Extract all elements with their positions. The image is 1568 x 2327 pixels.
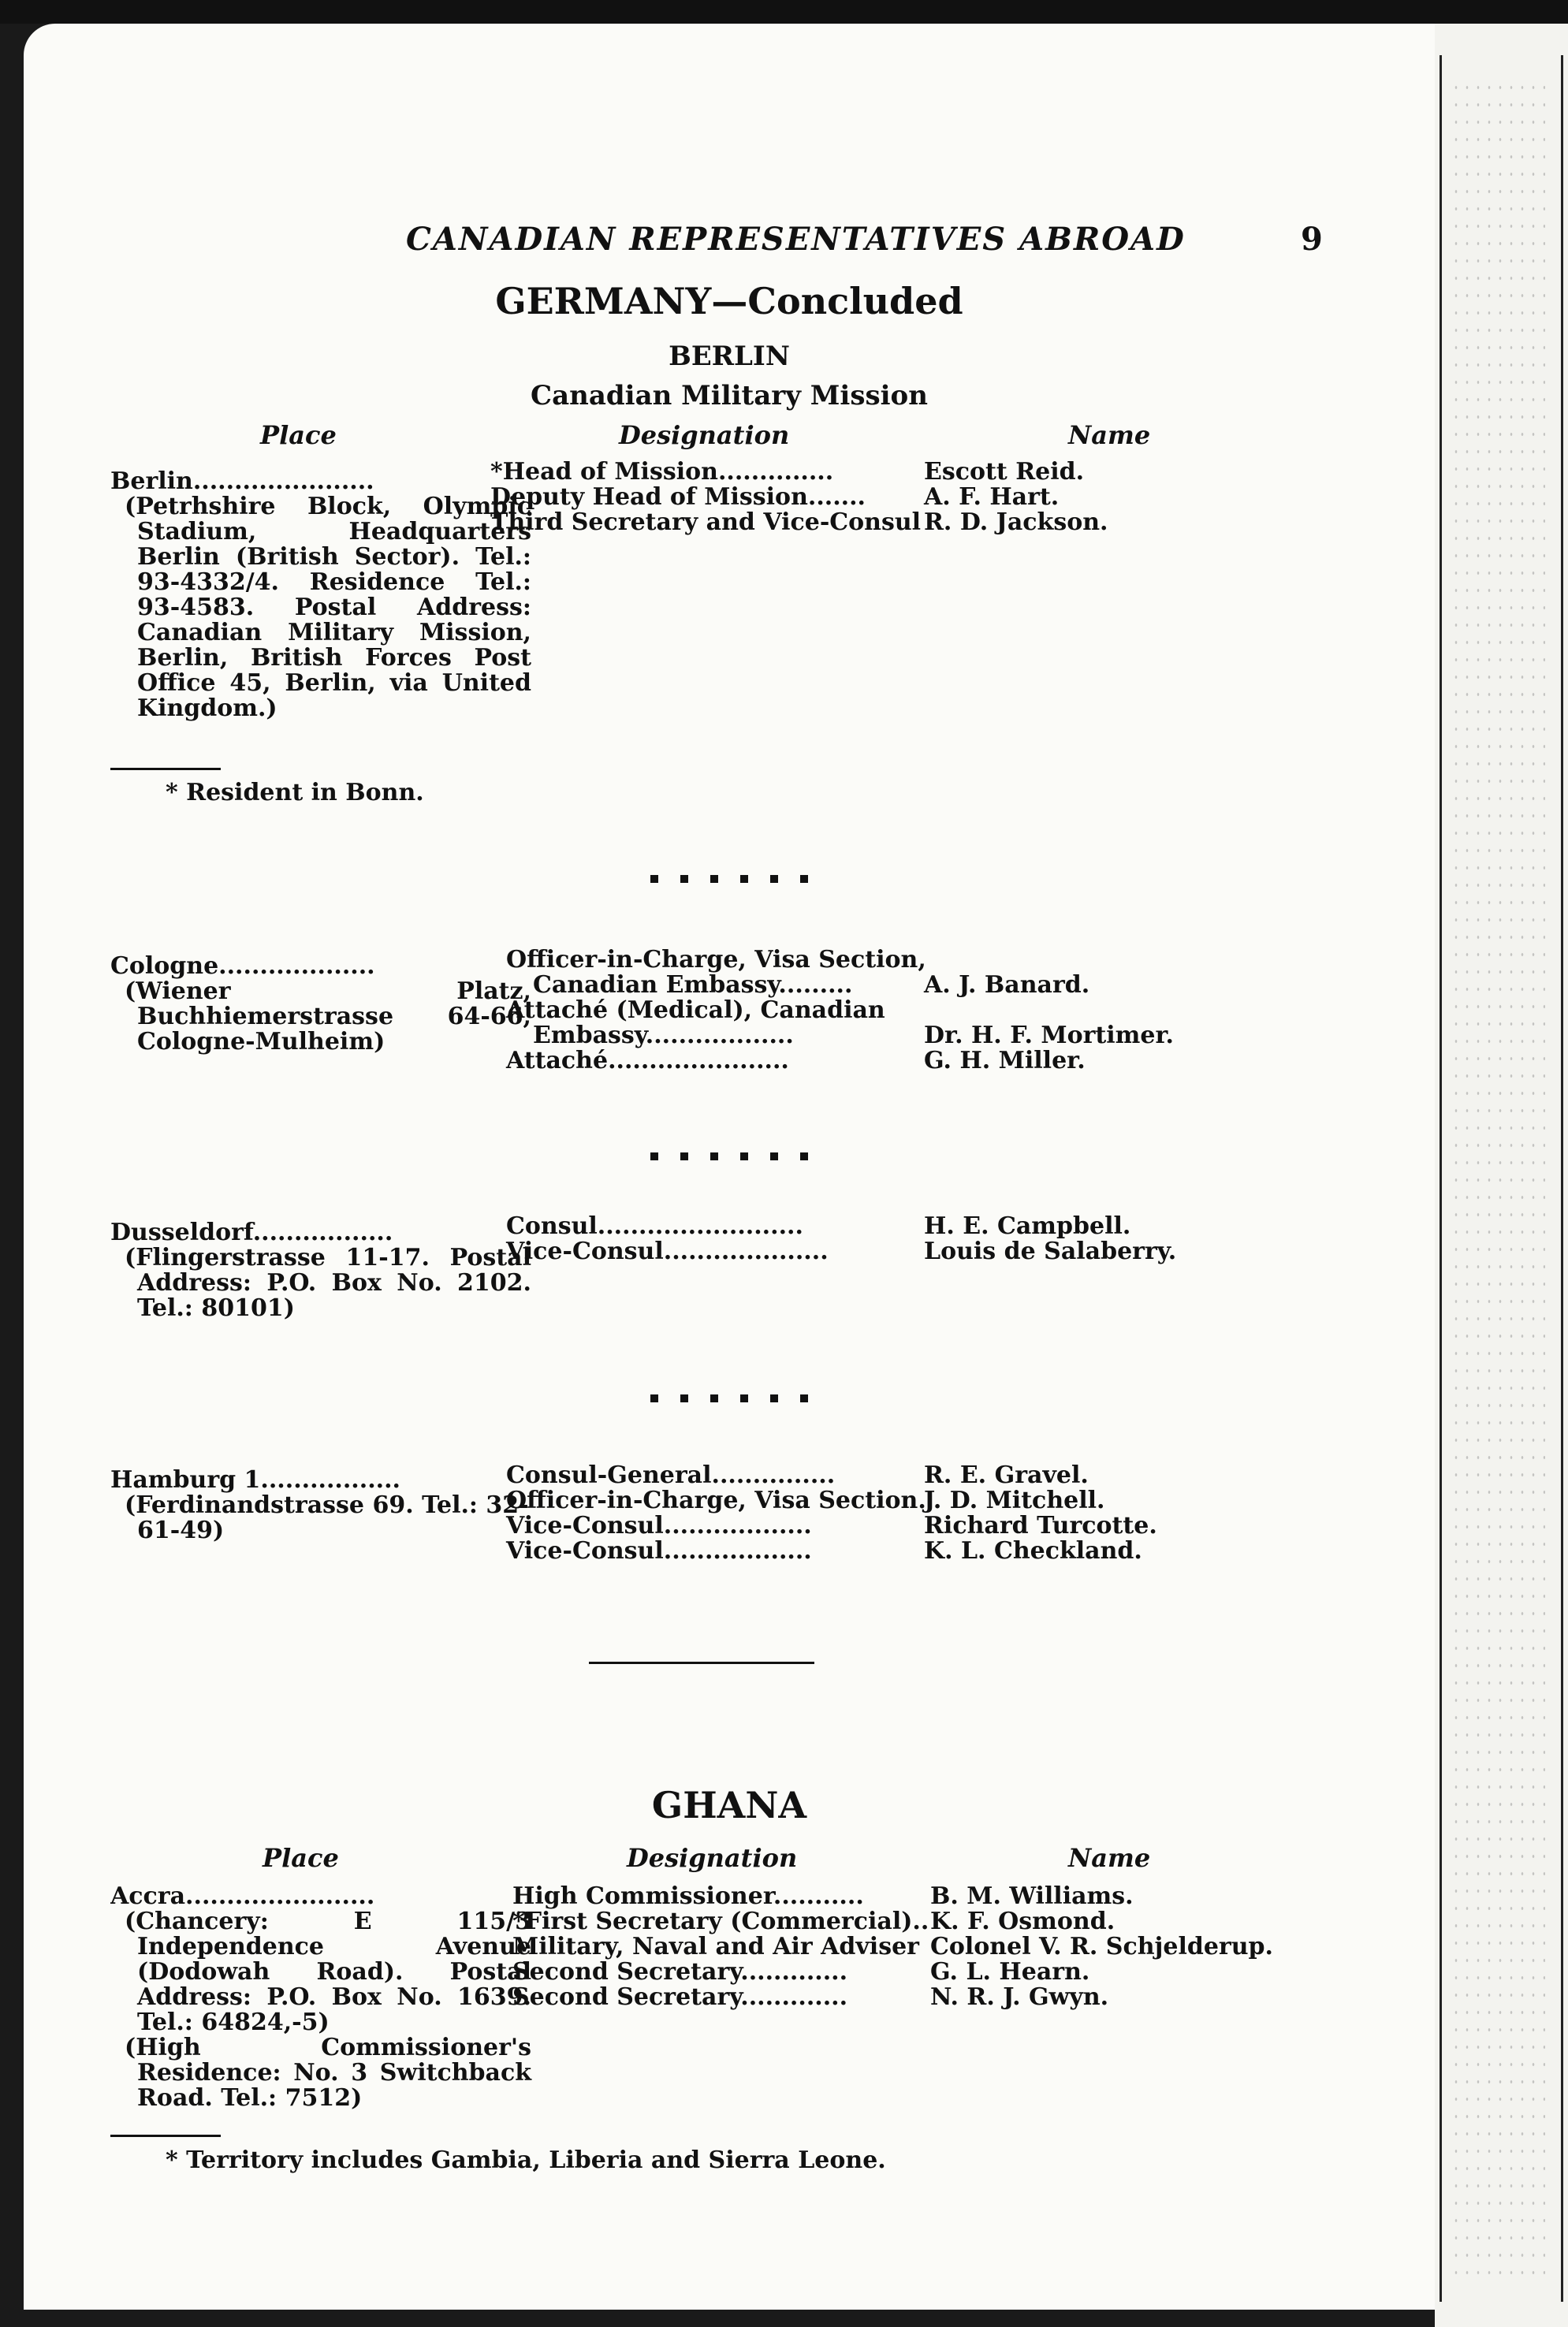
designation: High Commissioner........... bbox=[512, 1882, 864, 1910]
person-name: R. D. Jackson. bbox=[924, 508, 1108, 536]
column-header-designation: Designation bbox=[619, 420, 790, 450]
place-name: Berlin...................... bbox=[110, 469, 374, 494]
designation: Attaché (Medical), Canadian bbox=[506, 996, 885, 1024]
section-title-ghana: GHANA bbox=[651, 1784, 807, 1826]
edge-noise bbox=[1451, 79, 1545, 2286]
place-detail: (Wiener Platz, Buchhiemerstrasse 64-66, Cologne-Mulheim) bbox=[125, 977, 531, 1056]
place-detail: (Ferdinandstrasse 69. Tel.: 32-61-49) bbox=[125, 1491, 529, 1544]
names-accra bbox=[930, 1884, 1273, 2010]
column-header-place: Place bbox=[263, 1843, 339, 1873]
names-dusseldorf bbox=[924, 1214, 1176, 1264]
person-name: Dr. H. F. Mortimer. bbox=[924, 1022, 1174, 1049]
entry-place-accra bbox=[110, 1884, 531, 2112]
designation: Deputy Head of Mission....... bbox=[490, 483, 866, 511]
designation: Canadian Embassy......... bbox=[533, 971, 853, 999]
designations-cologne bbox=[506, 946, 926, 1074]
names-cologne bbox=[924, 948, 1174, 1074]
scan-top-border bbox=[0, 0, 1568, 24]
designation: Vice-Consul.................. bbox=[506, 1512, 812, 1540]
person-name: B. M. Williams. bbox=[930, 1882, 1134, 1910]
designation: Vice-Consul.................. bbox=[506, 1537, 812, 1565]
place-name: Hamburg 1................. bbox=[110, 1468, 400, 1493]
person-name: H. E. Campbell. bbox=[924, 1212, 1131, 1240]
entry-place-dusseldorf bbox=[110, 1220, 531, 1322]
footnote-resident: * Resident in Bonn. bbox=[166, 779, 424, 806]
person-name: K. L. Checkland. bbox=[924, 1537, 1142, 1565]
designation: Officer-in-Charge, Visa Section. bbox=[506, 1487, 926, 1514]
designation: Second Secretary............. bbox=[512, 1983, 848, 2011]
place-detail: (Petrhshire Block, Olympic Stadium, Headquarters Berlin (British Sector). Tel.: 93-4332/4. Residence Tel.: 93-4583. Postal Address: Canadian Military Mission, Berlin, British Forces Post Office 45, Berlin, via United Kingdom.) bbox=[125, 493, 531, 722]
section-title-germany: GERMANY—Concluded bbox=[495, 280, 963, 322]
column-header-designation: Designation bbox=[627, 1843, 798, 1873]
document-page bbox=[24, 24, 1435, 2310]
place-name: Accra....................... bbox=[110, 1884, 375, 1909]
person-name: N. R. J. Gwyn. bbox=[930, 1983, 1109, 2011]
designation: Military, Naval and Air Adviser bbox=[512, 1933, 919, 1960]
person-name: Richard Turcotte. bbox=[924, 1512, 1157, 1540]
entry-place-cologne bbox=[110, 954, 531, 1056]
footnote-rule bbox=[110, 768, 221, 770]
person-name: G. H. Miller. bbox=[924, 1047, 1086, 1074]
designations-hamburg bbox=[506, 1461, 926, 1565]
separator-dots bbox=[24, 1139, 1435, 1167]
edge-rule bbox=[1440, 55, 1442, 2302]
footnote-territory: * Territory includes Gambia, Liberia and Sierra Leone. bbox=[166, 2146, 886, 2174]
names-berlin bbox=[924, 460, 1108, 535]
person-name: Colonel V. R. Schjelderup. bbox=[930, 1933, 1273, 1960]
place-detail: (Chancery: E 115/3 Independence Avenue (Dodowah Road). Postal Address: P.O. Box No. 1639. Tel.: 64824,-5) bbox=[125, 1908, 531, 2036]
entry-place-hamburg bbox=[110, 1468, 529, 1544]
person-name: J. D. Mitchell. bbox=[924, 1487, 1105, 1514]
entry-place-berlin bbox=[110, 469, 531, 722]
designation: Embassy.................. bbox=[533, 1022, 794, 1049]
designation: Consul-General............... bbox=[506, 1461, 836, 1489]
subtitle-berlin: BERLIN bbox=[669, 341, 790, 372]
place-name: Dusseldorf................. bbox=[110, 1220, 393, 1245]
person-name bbox=[924, 998, 1174, 1023]
section-divider bbox=[589, 1662, 814, 1664]
place-detail: (Flingerstrasse 11-17. Postal Address: P.O. Box No. 2102. Tel.: 80101) bbox=[125, 1244, 531, 1322]
designations-dusseldorf bbox=[506, 1214, 908, 1264]
column-header-name: Name bbox=[1068, 1843, 1151, 1873]
designations-accra bbox=[512, 1882, 929, 2011]
designation: *First Secretary (Commercial).. bbox=[512, 1908, 929, 1935]
person-name: A. F. Hart. bbox=[924, 483, 1060, 511]
column-header-place: Place bbox=[260, 420, 337, 450]
person-name bbox=[924, 948, 1174, 973]
names-hamburg bbox=[924, 1463, 1157, 1564]
designation: Vice-Consul.................... bbox=[506, 1238, 829, 1265]
person-name: G. L. Hearn. bbox=[930, 1958, 1090, 1986]
running-title: CANADIAN REPRESENTATIVES ABROAD bbox=[406, 221, 1186, 258]
page-number: 9 bbox=[1301, 221, 1323, 258]
designation: Officer-in-Charge, Visa Section, bbox=[506, 946, 926, 974]
designations-berlin bbox=[490, 458, 922, 536]
designation: Consul......................... bbox=[506, 1212, 803, 1240]
person-name: Escott Reid. bbox=[924, 458, 1085, 486]
edge-rule bbox=[1561, 55, 1563, 2302]
designation: Third Secretary and Vice-Consul bbox=[490, 508, 922, 536]
person-name: A. J. Banard. bbox=[924, 971, 1090, 999]
person-name: Louis de Salaberry. bbox=[924, 1238, 1177, 1265]
designation: Attaché...................... bbox=[506, 1047, 789, 1074]
mission-title: Canadian Military Mission bbox=[531, 380, 928, 411]
place-name: Cologne................... bbox=[110, 954, 375, 979]
person-name: K. F. Osmond. bbox=[930, 1908, 1115, 1935]
column-header-name: Name bbox=[1068, 420, 1151, 450]
footnote-rule bbox=[110, 2135, 221, 2137]
scan-right-edge bbox=[1435, 24, 1568, 2327]
person-name: R. E. Gravel. bbox=[924, 1461, 1089, 1489]
place-detail: (High Commissioner's Residence: No. 3 Switchback Road. Tel.: 7512) bbox=[125, 2034, 531, 2112]
separator-dots bbox=[24, 1381, 1435, 1409]
designation: *Head of Mission.............. bbox=[490, 458, 834, 486]
designation: Second Secretary............. bbox=[512, 1958, 848, 1986]
separator-dots bbox=[24, 862, 1435, 889]
